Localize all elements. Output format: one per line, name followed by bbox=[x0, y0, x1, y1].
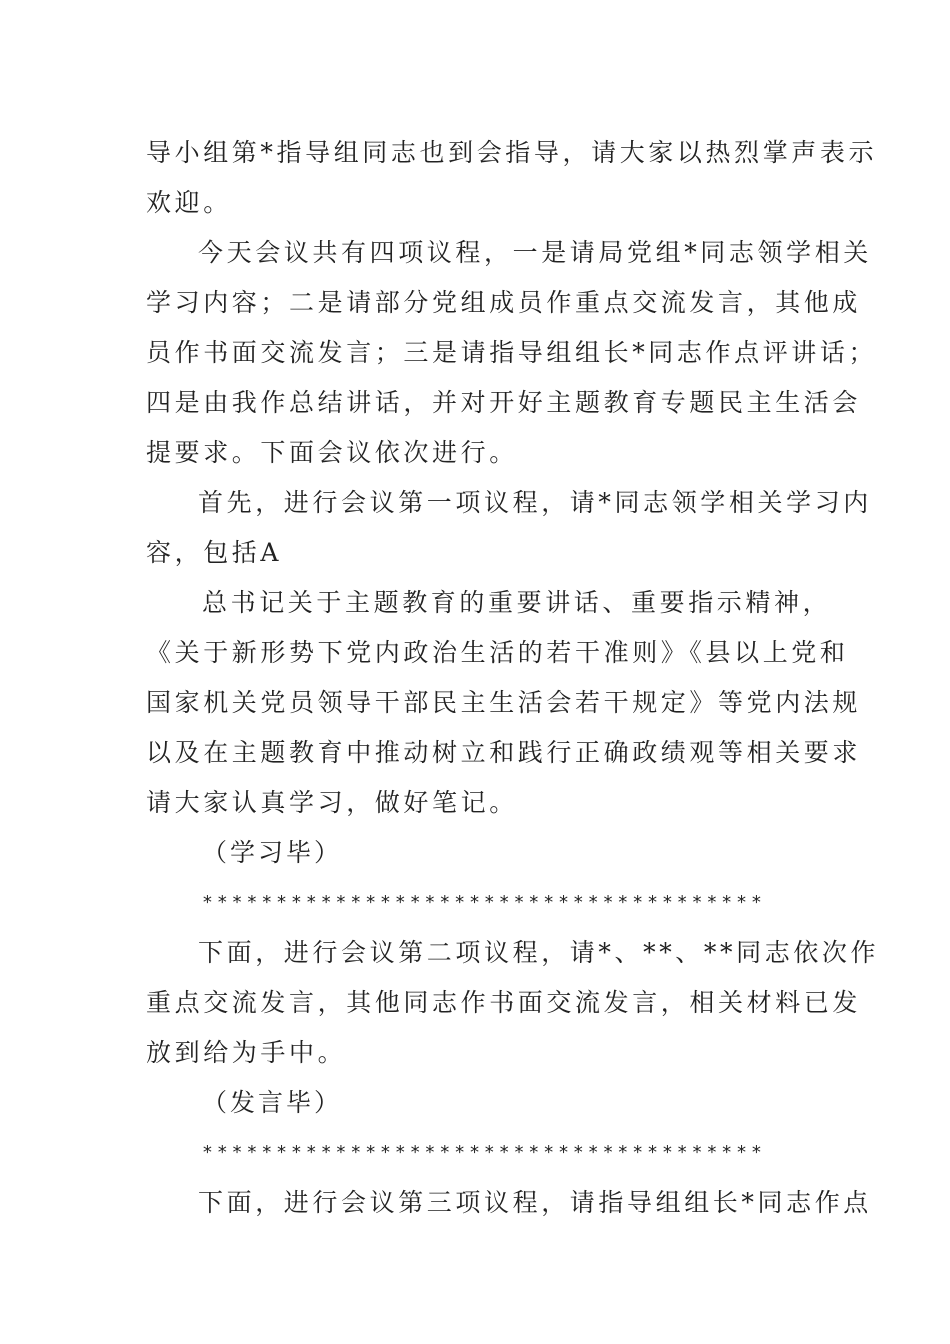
text-line: 下面，进行会议第三项议程，请指导组组长*同志作点 bbox=[198, 1188, 872, 1217]
text-line: 总书记关于主题教育的重要讲话、重要指示精神， bbox=[202, 588, 832, 617]
text-line: 欢迎。 bbox=[146, 188, 232, 217]
paragraph-agenda bbox=[146, 228, 878, 478]
separator-asterisks: ************************************** bbox=[202, 1142, 766, 1163]
paragraph-item-one bbox=[146, 478, 872, 578]
paragraph-item-two bbox=[146, 928, 880, 1078]
text-line: 容，包括A bbox=[146, 538, 283, 567]
document-body bbox=[146, 128, 880, 1228]
text-line: 今天会议共有四项议程，一是请局党组*同志领学相关 bbox=[198, 238, 872, 267]
text-line: 《关于新形势下党内政治生活的若干准则》《县以上党和 bbox=[146, 638, 849, 667]
text-line: 员作书面交流发言；三是请指导组组长*同志作点评讲话； bbox=[146, 338, 878, 367]
text-line: 以及在主题教育中推动树立和践行正确政绩观等相关要求 bbox=[146, 738, 862, 767]
text-line: 首先，进行会议第一项议程，请*同志领学相关学习内 bbox=[198, 488, 872, 517]
separator-asterisks: ************************************** bbox=[202, 892, 766, 913]
text-line: 重点交流发言，其他同志作书面交流发言，相关材料已发 bbox=[146, 988, 862, 1017]
text-line: 放到给为手中。 bbox=[146, 1038, 347, 1067]
text-line: 请大家认真学习，做好笔记。 bbox=[146, 788, 518, 817]
text-line: 提要求。下面会议依次进行。 bbox=[146, 438, 518, 467]
paragraph-study-content bbox=[146, 578, 862, 828]
paragraph-item-three bbox=[146, 1178, 872, 1228]
stage-note-study-end: （学习毕） bbox=[202, 838, 343, 867]
text-line: 导小组第*指导组同志也到会指导，请大家以热烈掌声表示 bbox=[146, 138, 878, 167]
text-line: 国家机关党员领导干部民主生活会若干规定》等党内法规 bbox=[146, 688, 862, 717]
text-line: 学习内容；二是请部分党组成员作重点交流发言，其他成 bbox=[146, 288, 862, 317]
paragraph-welcome bbox=[146, 128, 878, 228]
stage-note-speech-end: （发言毕） bbox=[202, 1088, 343, 1117]
text-line: 下面，进行会议第二项议程，请*、**、**同志依次作 bbox=[198, 938, 880, 967]
text-line: 四是由我作总结讲话，并对开好主题教育专题民主生活会 bbox=[146, 388, 862, 417]
